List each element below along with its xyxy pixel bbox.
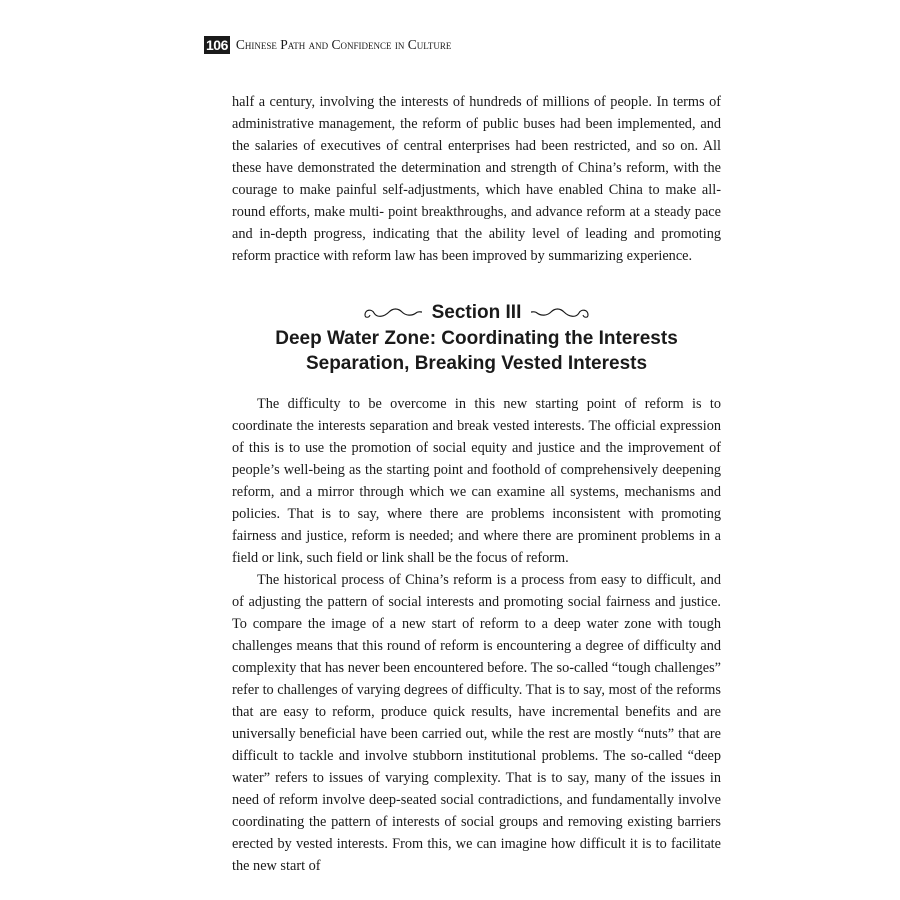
section-heading xyxy=(232,300,721,376)
left-flourish-icon xyxy=(362,306,424,320)
paragraph-intro: The difficulty to be overcome in this new starting point of reform is to coordinate the interests separation and break vested interests. The official expression of this is to use the promotion of social equity and justice and the improvement of people’s well-being as the starting point and foothold of comprehensively deepening reform, and a mirror through which we can examine all systems, mechanisms and policies. That is to say, where there are problems inconsistent with promoting fairness and justice, reform is needed; and where there are prominent problems in a field or link, such field or link shall be the focus of reform. xyxy=(232,396,721,566)
right-flourish-icon xyxy=(529,306,591,320)
section-title-line-1: Deep Water Zone: Coordinating the Interests xyxy=(275,328,678,349)
book-title: Chinese Path and Confidence in Culture xyxy=(235,37,452,52)
paragraph-continuation: half a century, involving the interests of hundreds of millions of people. In terms of administrative management, the reform of public buses had been implemented, and the salaries of executives of central enterprises had been restricted, and so on. All these have demonstrated the determination and strength of China’s reform, with the courage to make painful self-adjustments, which have enabled China to make all-round efforts, make multi- point breakthroughs, and advance reform at a steady pace and in-depth progress, indicating that the ability level of leading and promoting reform practice with reform law has been improved by summarizing experience. xyxy=(232,94,721,264)
section-label-line xyxy=(232,300,721,326)
paragraph-history: The historical process of China’s reform is a process from easy to difficult, and of adjusting the pattern of social interests and promoting social fairness and justice. To compare the image of a new start of reform to a deep water zone with tough challenges means that this round of reform is encountering a degree of difficulty and complexity that has never been encountered before. The so-called “tough challenges” refer to challenges of varying degrees of difficulty. That is to say, most of the reforms that are easy to reform, produce quick results, have incremental benefits and are universally beneficial have been carried out, while the rest are mostly “nuts” that are difficult to tackle and involve stubborn institutional problems. The so-called “deep water” refers to issues of varying complexity. That is to say, many of the issues in need of reform involve deep-seated social contradictions, and fundamentally involve coordinating the pattern of interests of social groups and removing existing barriers erected by vested interests. From this, we can imagine how difficult it is to facilitate the new start of xyxy=(232,572,721,874)
page-number: 106 xyxy=(206,37,228,53)
section-title-line-2: Separation, Breaking Vested Interests xyxy=(305,353,648,374)
running-head xyxy=(204,35,451,55)
section-label: Section III xyxy=(431,302,522,323)
